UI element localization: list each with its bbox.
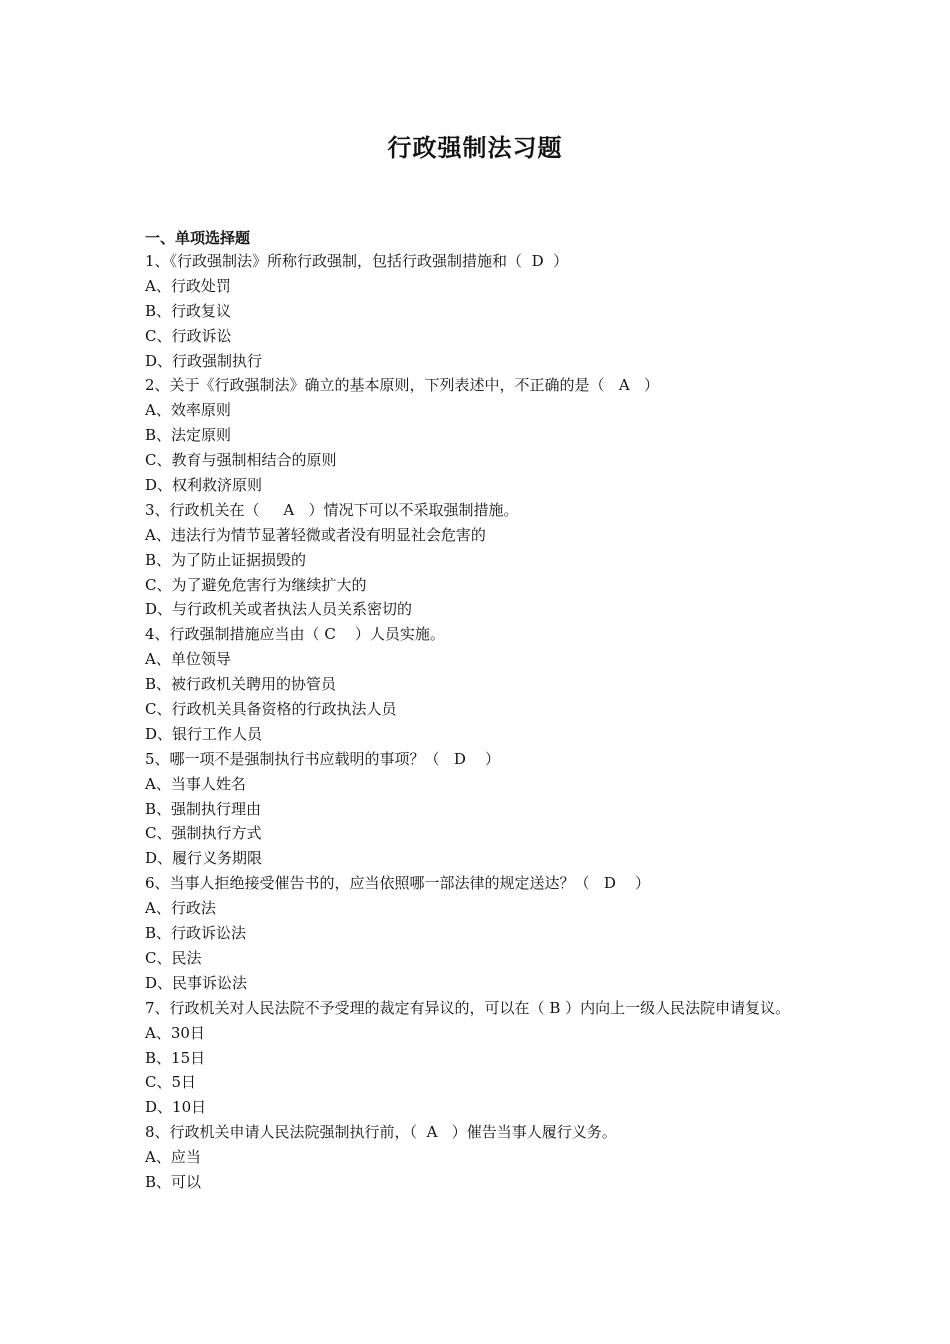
question-list [145,249,810,1195]
question-2: 2、关于《行政强制法》确立的基本原则，下列表述中，不正确的是（ A ） [145,376,659,395]
option-line: B、被行政机关聘用的协管员 [145,675,337,694]
question-7: 7、行政机关对人民法院不予受理的裁定有异议的，可以在（ B ）内向上一级人民法院申请复议。 [145,998,791,1017]
page-title: 行政强制法习题 [387,134,563,162]
option-line: B、为了防止证据损毁的 [145,550,307,569]
option-line: D、权利救济原则 [145,476,263,495]
option-line: B、可以 [145,1172,202,1191]
section-heading: 一、单项选择题 [145,229,251,247]
option-line: C、行政诉讼 [145,326,232,345]
option-line: A、效率原则 [145,401,231,420]
question-3: 3、行政机关在（ A ）情况下可以不采取强制措施。 [145,500,519,519]
option-line: C、行政机关具备资格的行政执法人员 [145,700,397,719]
option-line: B、强制执行理由 [145,799,262,818]
option-line: C、5日 [145,1073,197,1092]
option-line: B、行政复议 [145,301,232,320]
option-line: B、法定原则 [145,426,232,445]
option-line: A、行政法 [145,899,216,918]
option-line: D、与行政机关或者执法人员关系密切的 [145,600,413,619]
option-line: A、30日 [145,1023,205,1042]
option-line: C、强制执行方式 [145,824,262,843]
question-8: 8、行政机关申请人民法院强制执行前，（ A ）催告当事人履行义务。 [145,1123,617,1142]
option-line: B、行政诉讼法 [145,924,247,943]
option-line: C、教育与强制相结合的原则 [145,451,337,470]
option-line: A、应当 [145,1148,201,1167]
option-line: D、银行工作人员 [145,724,263,743]
option-line: B、15日 [145,1048,206,1067]
option-line: A、行政处罚 [145,276,231,295]
question-4: 4、行政强制措施应当由（ C ）人员实施。 [145,625,445,644]
option-line: D、行政强制执行 [145,351,263,370]
option-line: C、民法 [145,948,202,967]
option-line: A、违法行为情节显著轻微或者没有明显社会危害的 [145,525,486,544]
option-line: A、单位领导 [145,650,231,669]
option-line: C、为了避免危害行为继续扩大的 [145,575,367,594]
option-line: D、民事诉讼法 [145,973,248,992]
option-line: A、当事人姓名 [145,774,246,793]
question-6: 6、当事人拒绝接受催告书的，应当依照哪一部法律的规定送达？（ D ） [145,874,650,893]
option-line: D、履行义务期限 [145,849,263,868]
question-1: 1、《行政强制法》所称行政强制，包括行政强制措施和（ D ） [145,252,569,270]
option-line: D、10日 [145,1098,207,1117]
question-5: 5、哪一项不是强制执行书应载明的事项？（ D ） [145,749,500,768]
